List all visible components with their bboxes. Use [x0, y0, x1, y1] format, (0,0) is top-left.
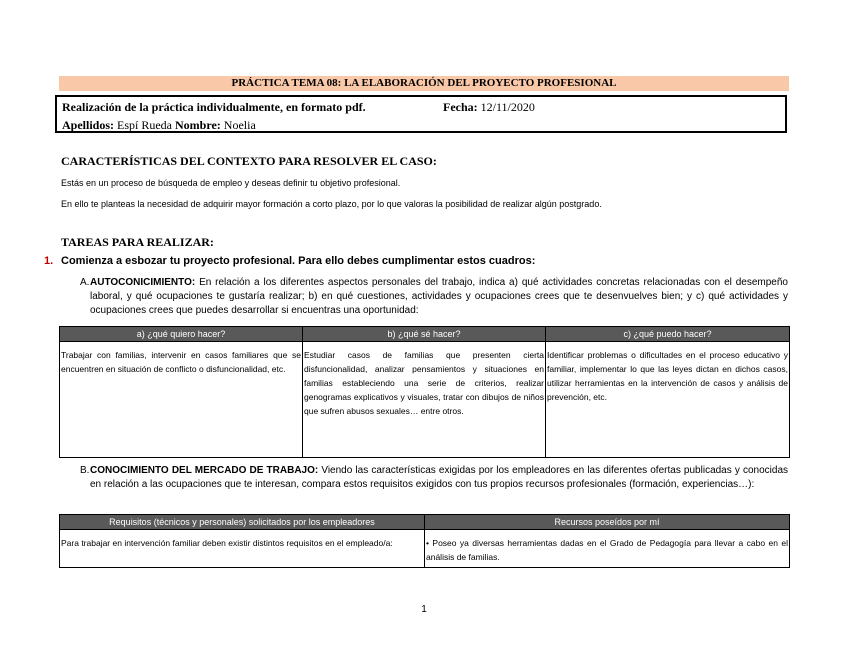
table-b-cell-recursos: • Poseo ya diversas herramientas dadas en el Grado de Pedagogía para llevar a cabo en el análisis de familias. [425, 530, 790, 568]
page-title: PRÁCTICA TEMA 08: LA ELABORACIÓN DEL PROYECTO PROFESIONAL [59, 76, 789, 91]
context-paragraph-2: En ello te planteas la necesidad de adquirir mayor formación a corto plazo, por lo que valoras la posibilidad de realizar algún postgrado. [61, 199, 602, 209]
table-b-header-recursos: Recursos poseídos por mí [425, 515, 790, 530]
instructions-line: Realización de la práctica individualmente, en formato pdf. [62, 100, 366, 114]
self-knowledge-table [59, 326, 790, 458]
table-a-header-se: b) ¿qué sé hacer? [303, 327, 546, 342]
table-a-header-puedo: c) ¿qué puedo hacer? [546, 327, 790, 342]
table-a-cell-quiero: Trabajar con familias, intervenir en casos familiares que se encuentren en situación de conflicto o disfuncionalidad, etc. [60, 342, 303, 458]
date-field: Fecha: 12/11/2020 [443, 100, 535, 114]
page-number: 1 [421, 604, 427, 615]
task-number: 1. [44, 255, 54, 267]
task-1-text: Comienza a esbozar tu proyecto profesional. Para ello debes cumplimentar estos cuadros: [61, 255, 536, 267]
info-box [55, 95, 787, 133]
job-market-table [59, 514, 790, 568]
name-line: Apellidos: Espí Rueda Nombre: Noelia [62, 118, 256, 132]
table-b-header-requisitos: Requisitos (técnicos y personales) solicitados por los empleadores [60, 515, 425, 530]
table-a-cell-se: Estudiar casos de familias que presenten cierta disfuncionalidad, analizar pensamientos y situaciones en familias estableciendo una serie de criterios, realizar genogramas explicativos y visuales, tratar con dibujos de niños que sufren abusos sexuales… entre otros. [303, 342, 546, 458]
section-b-text: B. CONOCIMIENTO DEL MERCADO DE TRABAJO: Viendo las características exigidas por los empleadores en las diferentes ofertas publicadas y conocidas en relación a las ocupaciones que te interesan, compara estos requisitos exigidos con tus propios recursos profesionales (formación, experiencias…): [80, 465, 789, 490]
tasks-heading: TAREAS PARA REALIZAR: [61, 235, 214, 249]
table-b-cell-requisitos: Para trabajar en intervención familiar deben existir distintos requisitos en el empleado/a: [60, 530, 425, 568]
table-a-cell-puedo: Identificar problemas o dificultades en el proceso educativo y familiar, implementar lo que las leyes dictan en dichos casos, utilizar herramientas en la intervención de casos y análisis de prevención, etc. [546, 342, 790, 458]
section-a-text: A. AUTOCONICIMIENTO: En relación a los diferentes aspectos personales del trabajo, indica a) qué actividades concretas relacionadas con el desempeño laboral, y qué ocupaciones te gustaría realizar; b) en qué cuestiones, actividades y ocupaciones crees que te desenvuelves bien; y c) qué actividades y ocupaciones crees que puedes desarrollar si encuentras una oportunidad: [80, 277, 788, 316]
table-a-header-quiero: a) ¿qué quiero hacer? [60, 327, 303, 342]
context-heading: CARACTERÍSTICAS DEL CONTEXTO PARA RESOLVER EL CASO: [61, 154, 437, 168]
context-paragraph-1: Estás en un proceso de búsqueda de empleo y deseas definir tu objetivo profesional. [61, 178, 401, 188]
